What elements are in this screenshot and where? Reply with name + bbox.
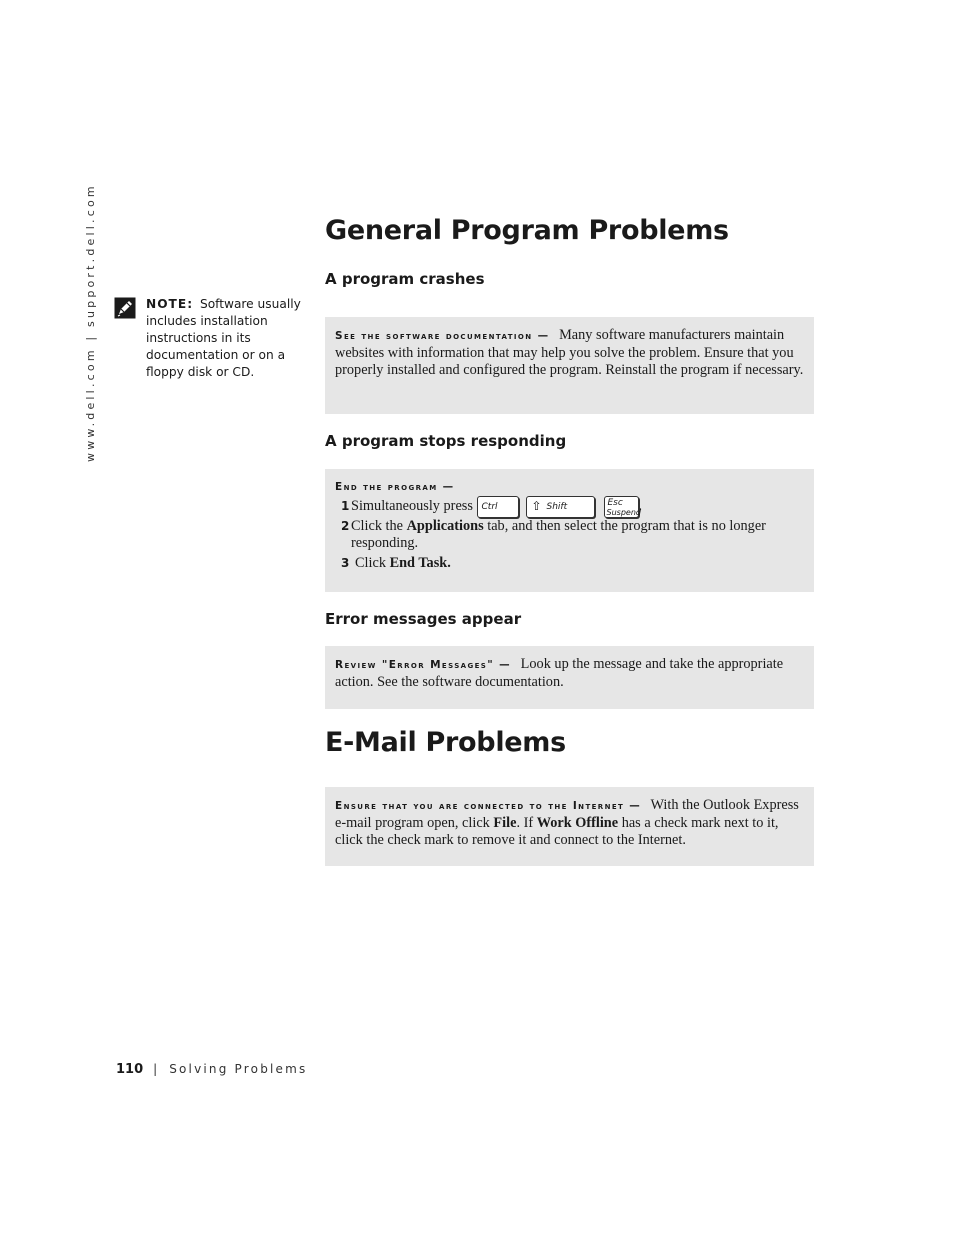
file-menu-ref: File	[493, 815, 517, 832]
step-1-number: 1	[341, 499, 350, 513]
lead-end-program: End the program —	[335, 481, 455, 493]
side-url: www.dell.com | support.dell.com	[84, 183, 97, 462]
body-review-error-messages: Look up the message and take the appropriate action. See the software documentation.	[335, 656, 784, 691]
step-2	[335, 518, 804, 552]
step-1-end: .	[638, 498, 643, 514]
esc-key-label: Esc	[607, 497, 623, 508]
body-software-documentation: Many software manufacturers maintain websites with information that may help you solve the problem. Ensure that you properly installed and configured the program. Reinstall the program if necessary.	[335, 327, 804, 379]
box-software-documentation	[325, 317, 814, 414]
shift-key-label: Shift	[546, 501, 568, 512]
step-3	[335, 555, 804, 572]
heading-program-crashes: A program crashes	[325, 270, 485, 288]
heading-error-messages: Error messages appear	[325, 610, 522, 628]
work-offline-ref: Work Offline	[536, 815, 619, 832]
ctrl-key-label: Ctrl	[481, 501, 498, 512]
lead-software-documentation: See the software documentation —	[335, 330, 550, 342]
email-body-3: has a check mark next to it, click the check mark to remove it and connect to the Internet.	[335, 815, 779, 849]
box-review-error-messages	[325, 646, 814, 709]
section-title-general: General Program Problems	[325, 215, 729, 246]
email-body-2: . If	[516, 815, 534, 832]
section-title-email: E-Mail Problems	[325, 727, 566, 758]
applications-tab-ref: Applications	[406, 517, 484, 534]
lead-review-error-messages: Review "Error Messages" —	[335, 659, 512, 671]
page-footer	[116, 1062, 307, 1077]
step-3-pre: Click	[355, 555, 386, 572]
esc-key-icon	[604, 496, 639, 518]
shift-key-icon	[526, 496, 595, 518]
shift-arrow-icon: ⇧	[531, 498, 542, 513]
note-body: Software usually includes installation instructions in its documentation or on a floppy disk or CD.	[146, 297, 301, 379]
heading-program-stops: A program stops responding	[325, 432, 567, 450]
footer-section-title: Solving Problems	[169, 1062, 308, 1076]
step-3-number: 3	[341, 556, 350, 571]
box-end-program	[325, 469, 814, 592]
email-body-1: With the Outlook Express e-mail program open, click	[335, 797, 799, 832]
suspend-key-label: Suspend	[606, 507, 641, 517]
lead-internet-connection: Ensure that you are connected to the Internet —	[335, 800, 642, 812]
end-task-ref: End Task	[389, 555, 448, 572]
footer-separator: |	[153, 1062, 158, 1076]
step-2-pre: Click the	[351, 517, 404, 534]
ctrl-key-icon	[477, 496, 519, 518]
note-callout	[114, 296, 304, 381]
step-2-post: tab, and then select the program that is no longer responding.	[351, 517, 766, 551]
box-internet-connection	[325, 787, 814, 866]
note-label: NOTE:	[146, 297, 194, 311]
note-text	[146, 296, 304, 381]
step-2-number: 2	[341, 518, 350, 533]
step-1-text: Simultaneously press	[351, 498, 473, 514]
step-3-end: .	[447, 555, 451, 572]
pencil-note-icon	[114, 297, 136, 319]
page-number: 110	[116, 1062, 144, 1077]
step-1	[335, 495, 804, 518]
